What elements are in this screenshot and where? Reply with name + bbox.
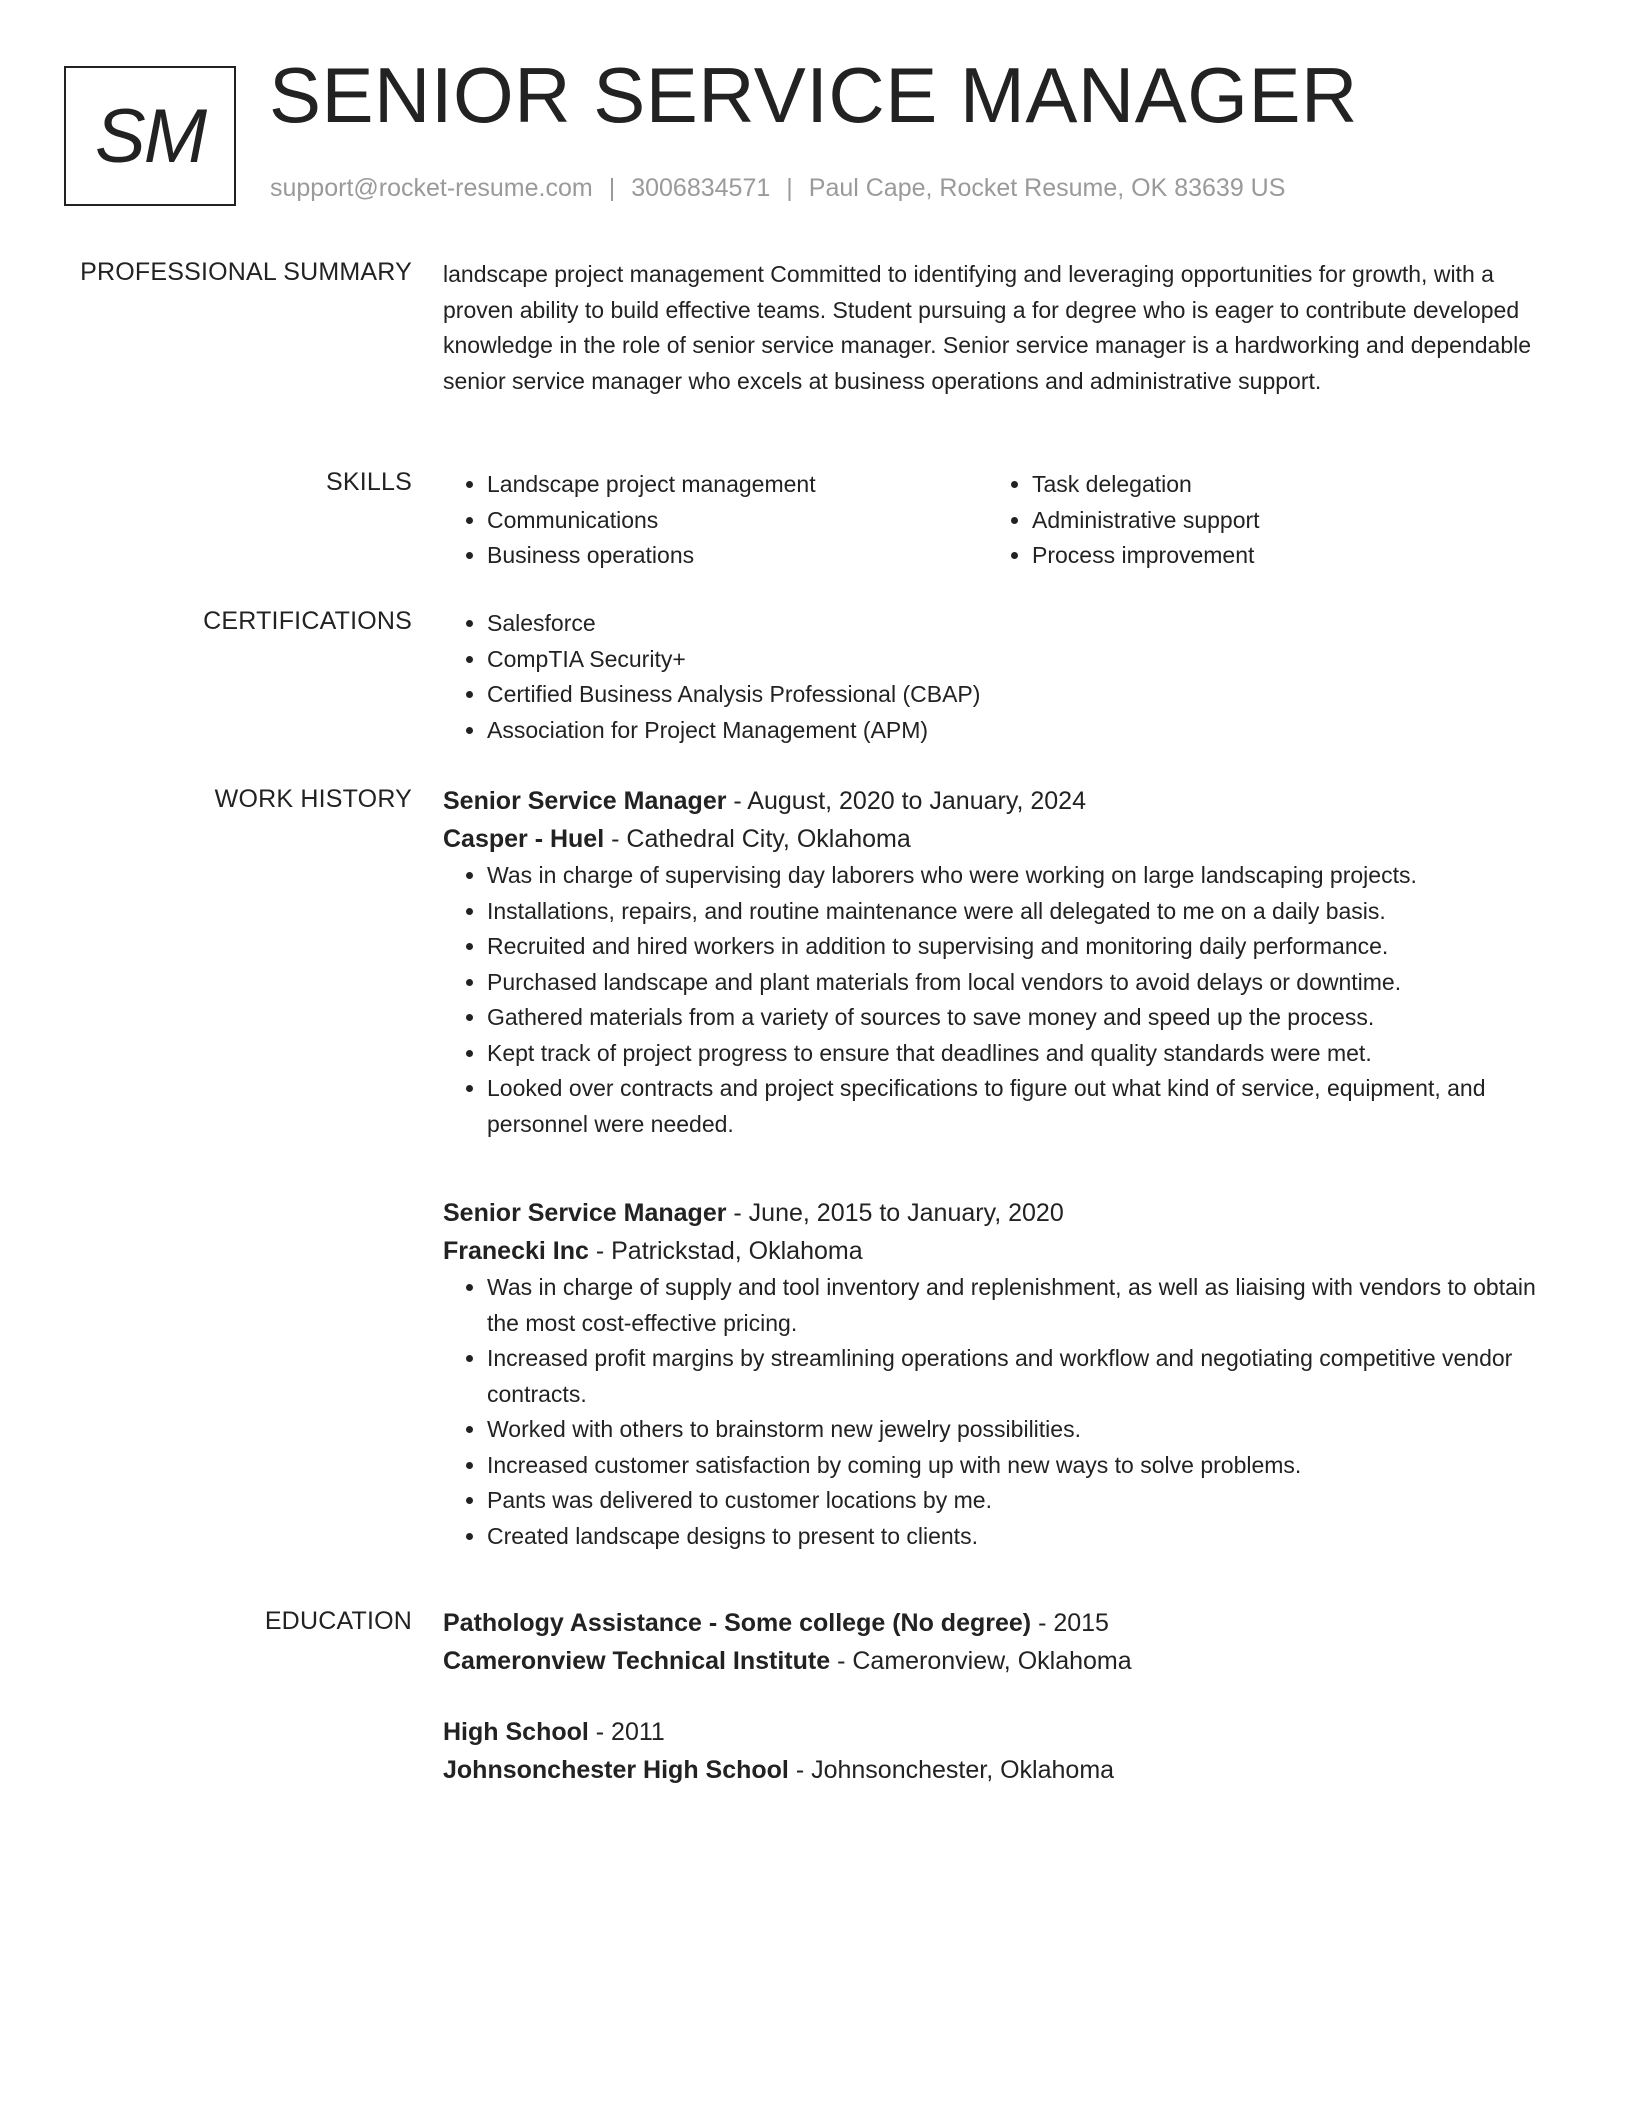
skill-item: • Communications [487, 503, 988, 539]
certification-item: • Salesforce [487, 606, 1543, 642]
education-degree: Pathology Assistance - Some college (No degree) [443, 1609, 1032, 1637]
job-entry [443, 782, 1543, 1142]
skill-item: • Business operations [487, 538, 988, 574]
skill-item: • Landscape project management [487, 467, 988, 503]
education-year: - 2015 [1031, 1609, 1109, 1637]
contact-line [270, 174, 1285, 203]
certifications-heading: CERTIFICATIONS [203, 607, 412, 635]
contact-phone: 3006834571 [631, 174, 771, 202]
contact-separator: | [608, 174, 616, 202]
job-bullet: • Kept track of project progress to ensure that deadlines and quality standards were met. [487, 1036, 1543, 1072]
summary-text: landscape project management Committed to identifying and leveraging opportunities for growth, with a proven ability to build effective teams. Student pursuing a for degree who is eager to contribute developed knowledge in the role of senior service manager. Senior service manager is a hardworking and dependable senior service manager who excels at business operations and administrative support. [443, 261, 1532, 394]
job-title: Senior Service Manager [443, 1199, 727, 1227]
job-bullet: • Gathered materials from a variety of sources to save money and speed up the process. [487, 1000, 1543, 1036]
job-bullet: • Looked over contracts and project specifications to figure out what kind of service, equipment, and personnel were needed. [487, 1071, 1543, 1142]
summary-body [443, 257, 1543, 399]
education-degree: High School [443, 1718, 589, 1746]
certification-item: • CompTIA Security+ [487, 642, 1543, 678]
skills-columns [443, 467, 1543, 574]
certifications-body [443, 606, 1543, 748]
job-company-line [443, 820, 1543, 858]
job-bullet: • Increased profit margins by streamlining operations and workflow and negotiating competitive vendor contracts. [487, 1341, 1543, 1412]
skills-body [443, 467, 1543, 574]
job-company: Casper - Huel [443, 825, 605, 853]
job-bullet: • Increased customer satisfaction by coming up with new ways to solve problems. [487, 1448, 1543, 1484]
certifications-list [443, 606, 1543, 748]
job-bullets [443, 858, 1543, 1142]
certification-item: • Association for Project Management (APM) [487, 713, 1543, 749]
education-school: Johnsonchester High School [443, 1756, 789, 1784]
resume-title: SENIOR SERVICE MANAGER [269, 51, 1358, 139]
job-company-line [443, 1232, 1543, 1270]
job-bullet: • Installations, repairs, and routine maintenance were all delegated to me on a daily basis. [487, 894, 1543, 930]
skills-list-right [988, 467, 1533, 574]
contact-separator: | [786, 174, 793, 202]
job-bullet: • Pants was delivered to customer locations by me. [487, 1483, 1543, 1519]
job-bullet: • Was in charge of supervising day laborers who were working on large landscaping projects. [487, 858, 1543, 894]
job-company: Franecki Inc [443, 1237, 589, 1265]
skills-heading: SKILLS [326, 468, 412, 496]
education-school: Cameronview Technical Institute [443, 1647, 831, 1675]
job-dates: - August, 2020 to January, 2024 [726, 787, 1086, 815]
job-dates: - June, 2015 to January, 2020 [726, 1199, 1064, 1227]
skill-item: • Task delegation [1032, 467, 1533, 503]
job-title-line [443, 1194, 1543, 1232]
skills-list-left [443, 467, 988, 574]
education-entry [443, 1604, 1543, 1680]
education-degree-line [443, 1604, 1543, 1642]
job-location: - Patrickstad, Oklahoma [588, 1237, 863, 1265]
job-location: - Cathedral City, Oklahoma [604, 825, 911, 853]
education-location: - Johnsonchester, Oklahoma [788, 1756, 1115, 1784]
education-year: - 2011 [588, 1718, 665, 1746]
education-entry [443, 1713, 1543, 1789]
job-bullet: • Worked with others to brainstorm new jewelry possibilities. [487, 1412, 1543, 1448]
contact-address: Paul Cape, Rocket Resume, OK 83639 US [808, 174, 1286, 202]
job-title: Senior Service Manager [443, 787, 727, 815]
contact-email: support@rocket-resume.com [270, 174, 593, 202]
job-bullet: • Created landscape designs to present to clients. [487, 1519, 1543, 1555]
work-history-heading: WORK HISTORY [214, 785, 412, 813]
monogram-initials: SM [95, 93, 205, 179]
education-degree-line [443, 1713, 1543, 1751]
job-bullet: • Recruited and hired workers in addition to supervising and monitoring daily performance. [487, 929, 1543, 965]
job-bullet: • Purchased landscape and plant materials from local vendors to avoid delays or downtime. [487, 965, 1543, 1001]
education-school-line [443, 1642, 1543, 1680]
skill-item: • Administrative support [1032, 503, 1533, 539]
education-heading: EDUCATION [264, 1607, 412, 1635]
job-title-line [443, 782, 1543, 820]
education-location: - Cameronview, Oklahoma [830, 1647, 1132, 1675]
job-bullet: • Was in charge of supply and tool inventory and replenishment, as well as liaising with vendors to obtain the most cost-effective pricing. [487, 1270, 1543, 1341]
certification-item: • Certified Business Analysis Professional (CBAP) [487, 677, 1543, 713]
monogram-box [64, 66, 236, 206]
education-school-line [443, 1751, 1543, 1789]
job-entry [443, 1194, 1543, 1554]
summary-heading: PROFESSIONAL SUMMARY [80, 258, 412, 286]
job-bullets [443, 1270, 1543, 1554]
skill-item: • Process improvement [1032, 538, 1533, 574]
